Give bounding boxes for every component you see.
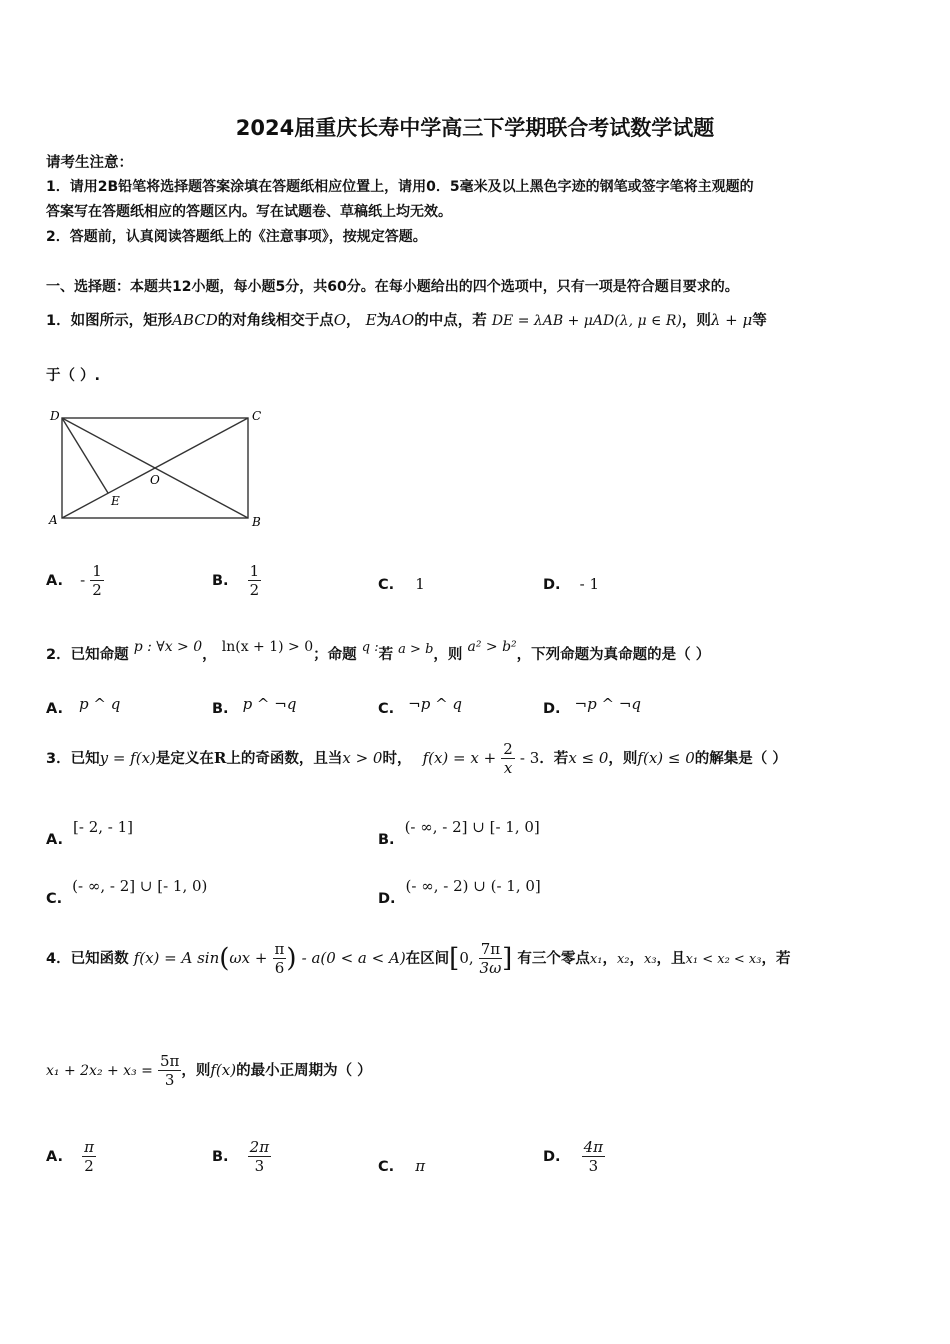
option-label: B. (212, 701, 229, 717)
q4-math: ωx + (229, 949, 268, 967)
option-fraction: $\frac{1}{2}$ (249, 562, 260, 599)
option-value: 1 (415, 575, 425, 593)
notice-line-2: 答案写在答题纸相应的答题区内。写在试题卷、草稿纸上均无效。 (46, 204, 452, 220)
option-label: D. (378, 891, 396, 907)
q3-text: ．若 (539, 751, 569, 767)
option-label: C. (378, 701, 395, 717)
option-label: D. (543, 701, 561, 717)
notice-line-3: 2．答题前，认真阅读答题纸上的《注意事项》，按规定答题。 (46, 229, 427, 245)
q2-math: a > b (398, 642, 434, 657)
q4-option-b[interactable] (212, 1134, 271, 1178)
page-title: 2024届重庆长寿中学高三下学期联合考试数学试题 (235, 116, 715, 140)
q1-math: λ + μ (710, 311, 753, 329)
q4-math: - a(0 < a < A) (301, 949, 406, 967)
label-a: A (49, 513, 58, 527)
q3-math: y = f(x) (99, 749, 156, 767)
q4-option-d[interactable] (543, 1134, 605, 1178)
option-label: D. (543, 577, 561, 593)
option-value: (- ∞, - 2) ∪ (- 1, 0] (405, 877, 541, 895)
q4-math: x₁ (589, 952, 603, 967)
option-value: ¬p ^ ¬q (574, 695, 641, 713)
q2-text: 2．已知命题 (46, 647, 129, 663)
label-d: D (50, 409, 60, 423)
option-value: π (415, 1157, 426, 1175)
q2-math: a² > b² (467, 639, 517, 655)
section-heading: 一、选择题：本题共12小题，每小题5分，共60分。在每小题给出的四个选项中，只有一项是符合题目要求的。 (46, 279, 739, 295)
q2-option-c[interactable] (378, 696, 462, 721)
q2-text: ，则 (433, 647, 463, 663)
option-label: D. (543, 1149, 561, 1165)
q4-fraction: $\frac{\pi}{6}$ (274, 940, 285, 977)
q3-function-lhs: f(x) = x + (422, 749, 497, 767)
option-label: B. (378, 832, 395, 848)
q4-text: ，且 (656, 951, 686, 967)
q3-math: f(x) ≤ 0 (637, 749, 695, 767)
q4-text: ，若 (761, 951, 791, 967)
q2-math: ln(x + 1) > 0 (221, 639, 314, 655)
option-label: B. (212, 573, 229, 589)
q3-option-b[interactable] (378, 815, 540, 848)
q2-option-d[interactable] (543, 696, 641, 721)
q1-option-a[interactable] (46, 558, 104, 602)
label-o: O (150, 473, 160, 487)
label-c: C (252, 409, 262, 423)
option-value: (- ∞, - 2] ∪ [- 1, 0) (72, 877, 208, 895)
q2-text: 若 (378, 647, 394, 663)
q4-math: f(x) = A sin (133, 949, 220, 967)
q3-option-d[interactable] (378, 874, 541, 907)
option-label: A. (46, 832, 63, 848)
q3-text: 是定义在 (155, 751, 214, 767)
q3-option-c[interactable] (46, 874, 208, 907)
rectangle-figure (44, 404, 274, 534)
segment-de (62, 418, 108, 493)
option-sign: - (80, 571, 86, 589)
option-fraction: $\frac{2\pi}{3}$ (249, 1138, 270, 1175)
q2-option-a[interactable] (46, 696, 120, 721)
q4-fraction: $\frac{5\pi}{3}$ (159, 1052, 180, 1089)
q4-math: x₃ (643, 952, 657, 967)
q4-option-c[interactable] (378, 1144, 425, 1189)
q1-option-b[interactable] (212, 558, 261, 602)
q1-math: O (333, 311, 347, 329)
q2-text: ， (202, 647, 217, 663)
q4-text: ， (602, 951, 617, 967)
notice-line-1: 1．请用2B铅笔将选择题答案涂填在答题纸相应位置上，请用0．5毫米及以上黑色字迹的钢笔或签字笔将主观题的 (46, 179, 754, 195)
q1-math: AO (391, 311, 415, 329)
q1-math: ABCD (172, 311, 218, 329)
q4-option-a[interactable] (46, 1134, 96, 1178)
option-value: p ^ ¬q (242, 695, 297, 713)
q4-math: x₁ + 2x₂ + x₃ = (46, 1063, 153, 1079)
q3-function-rhs: - 3 (519, 749, 540, 767)
q3-text: 时， (382, 751, 412, 767)
q3-math: x ≤ 0 (568, 749, 609, 767)
q3-option-a[interactable] (46, 815, 133, 848)
q2-option-b[interactable] (212, 696, 296, 721)
option-value: p ^ q (79, 695, 121, 713)
q4-math: x₂ (616, 952, 630, 967)
q4-text: ， (629, 951, 644, 967)
question-4-stem: 4．已知函数 f(x) = A sin(ωx + $\frac{\pi}{6}$ ) - a(0 < a < A)在区间[0, $\frac{7\pi}{3\omega}$ ] 有三个零点x₁，x₂，x₃，且x₁ < x₂ < x₃，若 (46, 940, 791, 977)
q1-text: ， (346, 313, 361, 329)
option-value: [- 2, - 1] (73, 818, 133, 836)
q4-text: 有三个零点 (517, 951, 590, 967)
q3-text: ，则 (608, 751, 638, 767)
option-label: C. (378, 1159, 395, 1175)
q3-fraction: $\frac{2}{x}$ (503, 740, 513, 777)
q1-vector-equation: DE = λAB + μAD(λ, μ ∈ R) (491, 313, 682, 329)
q1-math: E (365, 311, 377, 329)
q1-text: 等 (752, 313, 767, 329)
q3-math: x > 0 (342, 749, 383, 767)
q1-text: 1．如图所示，矩形 (46, 313, 173, 329)
option-value: - 1 (579, 575, 600, 593)
option-label: B. (212, 1149, 229, 1165)
q4-math: x₁ < x₂ < x₃ (685, 952, 762, 967)
q1-text: 的中点，若 (414, 313, 487, 329)
q1-text: 为 (376, 313, 392, 329)
q4-math: f(x) (210, 1061, 237, 1079)
q1-stem-end: 于（ ）. (46, 368, 101, 384)
question-4-stem-cont (46, 1048, 372, 1092)
q1-option-c[interactable] (378, 572, 425, 597)
option-label: A. (46, 701, 63, 717)
q1-text: 的对角线相交于点 (217, 313, 334, 329)
q4-math: 0, (459, 949, 474, 967)
option-fraction: $\frac{\pi}{2}$ (84, 1138, 94, 1175)
q1-text: ，则 (681, 313, 711, 329)
q2-text: ，下列命题为真命题的是（ ） (516, 647, 711, 663)
q3-text: 3．已知 (46, 751, 100, 767)
option-fraction: $\frac{4\pi}{3}$ (583, 1138, 604, 1175)
q4-fraction: $\frac{7\pi}{3\omega}$ (479, 940, 502, 977)
question-3-stem (46, 736, 787, 780)
q2-math: q : (361, 640, 379, 655)
question-2-stem (46, 640, 710, 668)
option-fraction: $\frac{1}{2}$ (92, 562, 102, 599)
option-value: (- ∞, - 2] ∪ [- 1, 0] (404, 818, 540, 836)
q3-text: 的解集是（ ） (694, 751, 787, 767)
option-value: ¬p ^ q (408, 695, 463, 713)
q3-text: 上的奇函数，且当 (226, 751, 343, 767)
option-label: C. (378, 577, 395, 593)
q4-text: 4．已知函数 (46, 951, 129, 967)
q2-text: ；命题 (313, 647, 357, 663)
option-label: A. (46, 1149, 63, 1165)
q1-option-d[interactable] (543, 572, 599, 597)
notice-heading: 请考生注意： (46, 155, 133, 171)
q4-text: 的最小正周期为（ ） (236, 1063, 372, 1079)
q3-math: R (213, 749, 227, 767)
q4-text: 在区间 (405, 951, 450, 967)
label-b: B (252, 515, 261, 529)
question-1-stem (46, 306, 767, 334)
label-e: E (111, 494, 120, 508)
option-label: C. (46, 891, 63, 907)
q2-math: p : ∀x > 0 (133, 639, 203, 655)
q4-text: ，则 (181, 1063, 211, 1079)
option-label: A. (46, 573, 63, 589)
